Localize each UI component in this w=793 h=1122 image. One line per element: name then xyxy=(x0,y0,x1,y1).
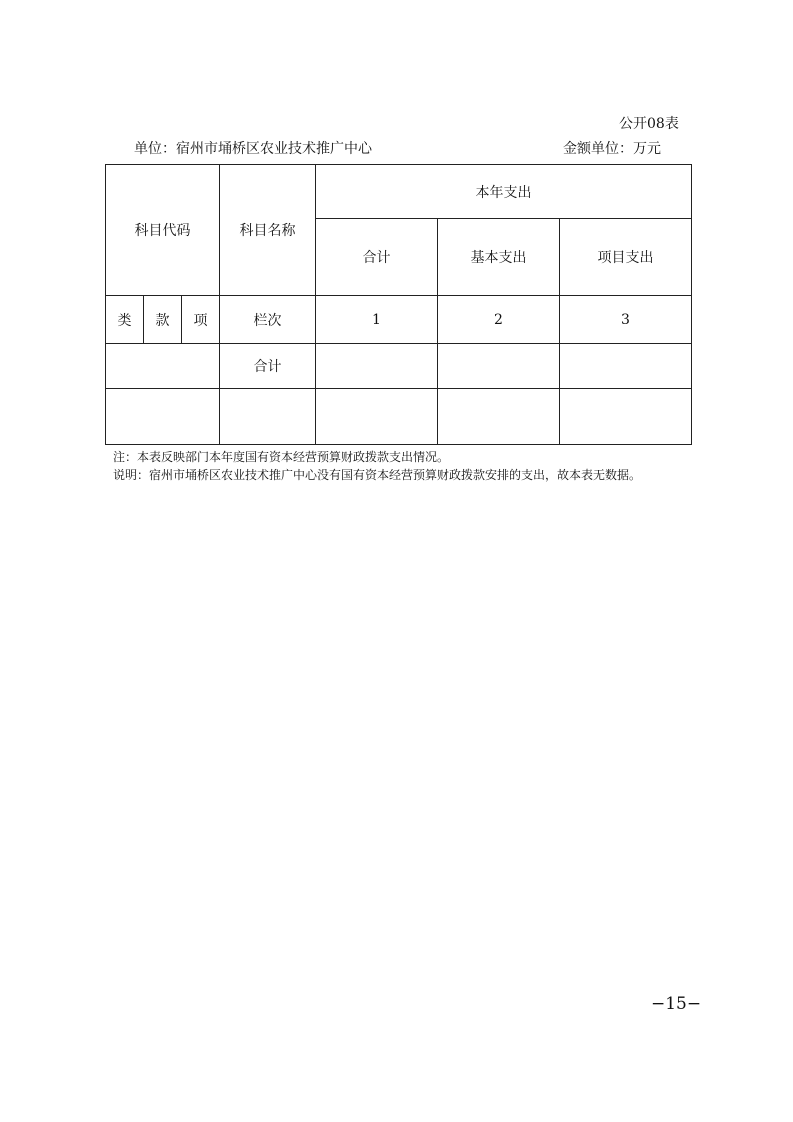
total-value-basic xyxy=(438,344,560,389)
col-no-2: 2 xyxy=(438,296,560,344)
empty-code-cell xyxy=(106,389,220,445)
explanation-text: 说明：宿州市埇桥区农业技术推广中心没有国有资本经营预算财政拨款安排的支出，故本表无数据。 xyxy=(113,468,642,482)
total-code-cell xyxy=(106,344,220,389)
amount-unit-label: 金额单位：万元 xyxy=(563,141,661,157)
unit-label: 单位：宿州市埇桥区农业技术推广中心 xyxy=(134,141,372,157)
empty-basic-cell xyxy=(438,389,560,445)
empty-row xyxy=(106,389,692,445)
page-number: −15− xyxy=(651,994,702,1014)
table-code: 公开08表 xyxy=(619,116,679,132)
total-value-project xyxy=(560,344,692,389)
empty-name-cell xyxy=(220,389,316,445)
header-total: 合计 xyxy=(316,219,438,296)
empty-total-cell xyxy=(316,389,438,445)
sub-item: 项 xyxy=(182,296,220,344)
column-number-row xyxy=(106,296,692,344)
row-column-no: 栏次 xyxy=(220,296,316,344)
header-subject-name: 科目名称 xyxy=(220,165,316,296)
header-row-1 xyxy=(106,165,692,219)
total-value-total xyxy=(316,344,438,389)
col-no-3: 3 xyxy=(560,296,692,344)
header-project: 项目支出 xyxy=(560,219,692,296)
col-no-1: 1 xyxy=(316,296,438,344)
sub-section: 款 xyxy=(144,296,182,344)
notes xyxy=(113,448,641,484)
total-row xyxy=(106,344,692,389)
header-current-year: 本年支出 xyxy=(316,165,692,219)
budget-table xyxy=(105,164,692,445)
sub-class: 类 xyxy=(106,296,144,344)
header-basic: 基本支出 xyxy=(438,219,560,296)
note-text: 注：本表反映部门本年度国有资本经营预算财政拨款支出情况。 xyxy=(113,450,450,464)
total-label: 合计 xyxy=(220,344,316,389)
empty-project-cell xyxy=(560,389,692,445)
header-subject-code: 科目代码 xyxy=(106,165,220,296)
